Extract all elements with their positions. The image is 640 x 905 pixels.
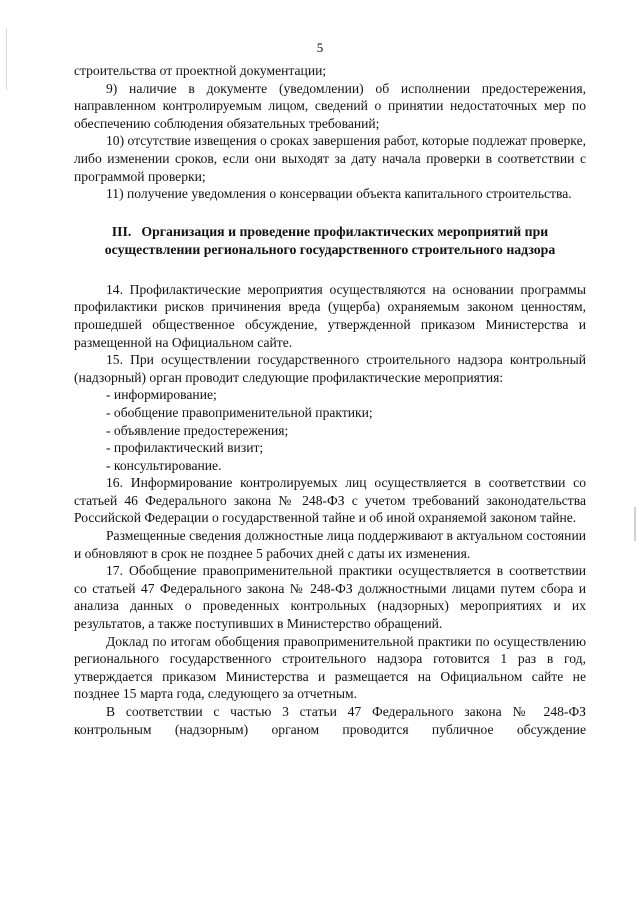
scan-edge-mark — [634, 507, 636, 541]
page-number: 5 — [316, 40, 324, 55]
scan-edge-mark — [6, 28, 7, 90]
section-number: III. — [111, 223, 132, 239]
paragraph: 10) отсутствие извещения о сроках завершения работ, которые подлежат проверке, либо изменении сроков, если они выходят за дату начала проверки в соответствии с программой проверки; — [74, 133, 586, 184]
paragraph: строительства от проектной документации; — [74, 63, 327, 78]
paragraph: 15. При осуществлении государственного строительного надзора контрольный (надзорный) орган проводит следующие профилактические мероприятия: — [74, 352, 586, 385]
list-item: - консультирование. — [106, 457, 222, 473]
list-item: - объявление предостережения; — [106, 422, 289, 438]
paragraph: 16. Информирование контролируемых лиц осуществляется в соответствии со статьей 46 Федерального закона № 248-ФЗ с учетом требований законодательства Российской Федерации о государственной тайне и об иной охраняемой законом тайне. — [74, 475, 586, 526]
paragraph: 17. Обобщение правоприменительной практики осуществляется в соответствии со статьей 47 Федерального закона № 248-ФЗ должностными лицами путем сбора и анализа данных о проведенных контрольных (надзорных) мероприятиях и их результатов, а также поступивших в Министерство обращений. — [74, 563, 586, 632]
section-title: Организация и проведение профилактических мероприятий при осуществлении регионального государственного строительного надзора — [104, 223, 556, 257]
paragraph: 14. Профилактические мероприятия осуществляются на основании программы профилактики рисков причинения вреда (ущерба) охраняемым законом ценностям, прошедшей общественное обсуждение, утвержденной приказом Министерства и размещенной на Официальном сайте. — [74, 281, 586, 350]
paragraph: Доклад по итогам обобщения правоприменительной практики по осуществлению регионального государственного строительного надзора готовится 1 раз в год, утверждается приказом Министерства и размещается на Официальном сайте не позднее 15 марта года, следующего за отчетным. — [74, 633, 586, 702]
paragraph: В соответствии с частью 3 статьи 47 Федерального закона № 248-ФЗ контрольным (надзорным) органом проводится публичное обсуждение — [74, 704, 586, 737]
document-body — [74, 62, 586, 738]
paragraph: 9) наличие в документе (уведомлении) об исполнении предостережения, направленном контролируемым лицом, сведений о принятии недостаточных мер по обеспечению соблюдения обязательных требований; — [74, 80, 586, 131]
list-item: - обобщение правоприменительной практики; — [106, 404, 373, 420]
paragraph: 11) получение уведомления о консервации объекта капитального строительства. — [106, 186, 572, 202]
paragraph: Размещенные сведения должностные лица поддерживают в актуальном состоянии и обновляют в срок не позднее 5 рабочих дней с даты их изменения. — [74, 528, 586, 561]
list-item: - профилактический визит; — [106, 440, 264, 456]
section-heading — [74, 223, 586, 259]
list-item: - информирование; — [106, 387, 217, 403]
